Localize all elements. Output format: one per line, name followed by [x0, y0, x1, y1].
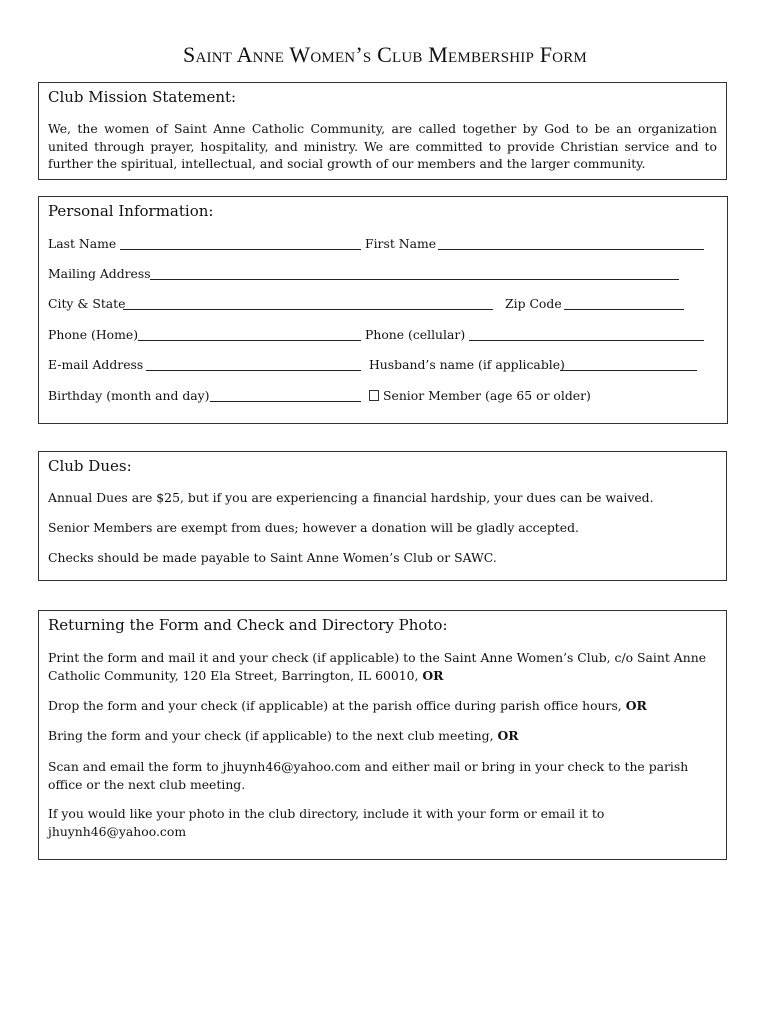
birthday-row	[48, 388, 713, 404]
personal-info-section	[38, 196, 728, 424]
mailing-address-label: Mailing Address	[48, 266, 151, 281]
mission-heading: Club Mission Statement:	[48, 88, 237, 106]
phone-row	[48, 327, 713, 343]
email-option-text: Scan and email the form to jhuynh46@yahoo.com and either mail or bring in your check to the parish office or the next club meeting.	[48, 759, 689, 792]
birthday-label: Birthday (month and day)	[48, 388, 210, 403]
bring-option-text	[48, 727, 717, 745]
zip-code-field[interactable]	[564, 309, 684, 310]
mission-text: We, the women of Saint Anne Catholic Community, are called together by God to be an organization united through prayer, hospitality, and ministry. We are committed to provide Christian service and to further the spiritual, intellectual, and social growth of our members and the larger community.	[48, 121, 717, 171]
email-row	[48, 357, 713, 373]
last-name-label: Last Name	[48, 236, 117, 251]
email-label: E-mail Address	[48, 357, 144, 372]
personal-info-heading: Personal Information:	[48, 202, 214, 220]
phone-cellular-label: Phone (cellular)	[365, 327, 466, 342]
club-dues-heading: Club Dues:	[48, 457, 132, 475]
senior-member-option[interactable]	[369, 388, 591, 403]
last-name-field[interactable]	[120, 249, 361, 250]
mission-section	[38, 82, 727, 180]
dues-amount-text: Annual Dues are $25, but if you are experiencing a financial hardship, your dues can be waived.	[48, 490, 654, 505]
or-label-3: OR	[497, 728, 519, 743]
phone-home-field[interactable]	[138, 340, 361, 341]
city-state-field[interactable]	[123, 309, 493, 310]
checks-payable-text: Checks should be made payable to Saint Anne Women’s Club or SAWC.	[48, 550, 497, 565]
mailing-address-field[interactable]	[150, 279, 679, 280]
bring-option-body: Bring the form and your check (if applicable) to the next club meeting,	[48, 728, 494, 743]
mail-option-body: Print the form and mail it and your check (if applicable) to the Saint Anne Women’s Club, c/o Saint Anne Catholic Community, 120 Ela Street, Barrington, IL 60010,	[48, 650, 707, 683]
mailing-address-row	[48, 266, 713, 282]
email-field[interactable]	[146, 370, 361, 371]
husband-name-label: Husband’s name (if applicable)	[369, 357, 565, 372]
senior-exempt-text: Senior Members are exempt from dues; however a donation will be gladly accepted.	[48, 520, 579, 535]
form-title: Saint Anne Women’s Club Membership Form	[183, 42, 587, 67]
or-label-2: OR	[625, 698, 647, 713]
senior-member-checkbox[interactable]	[369, 390, 379, 401]
returning-heading: Returning the Form and Check and Directory Photo:	[48, 616, 448, 634]
or-label-1: OR	[422, 667, 444, 683]
returning-section	[38, 610, 727, 860]
husband-name-field[interactable]	[560, 370, 697, 371]
first-name-field[interactable]	[438, 249, 704, 250]
mail-option-text	[48, 649, 717, 684]
zip-code-label: Zip Code	[505, 296, 562, 311]
club-dues-section	[38, 451, 727, 581]
phone-cellular-field[interactable]	[469, 340, 704, 341]
drop-option-text	[48, 697, 717, 715]
first-name-label: First Name	[365, 236, 437, 251]
photo-instructions-text: If you would like your photo in the club directory, include it with your form or email it to jhuynh46@yahoo.com	[48, 806, 605, 839]
phone-home-label: Phone (Home)	[48, 327, 139, 342]
senior-member-label: Senior Member (age 65 or older)	[383, 388, 591, 403]
city-state-label: City & State	[48, 296, 126, 311]
birthday-field[interactable]	[210, 401, 361, 402]
drop-option-body: Drop the form and your check (if applicable) at the parish office during parish office hours,	[48, 698, 622, 713]
city-row	[48, 296, 713, 312]
name-row	[48, 236, 713, 252]
